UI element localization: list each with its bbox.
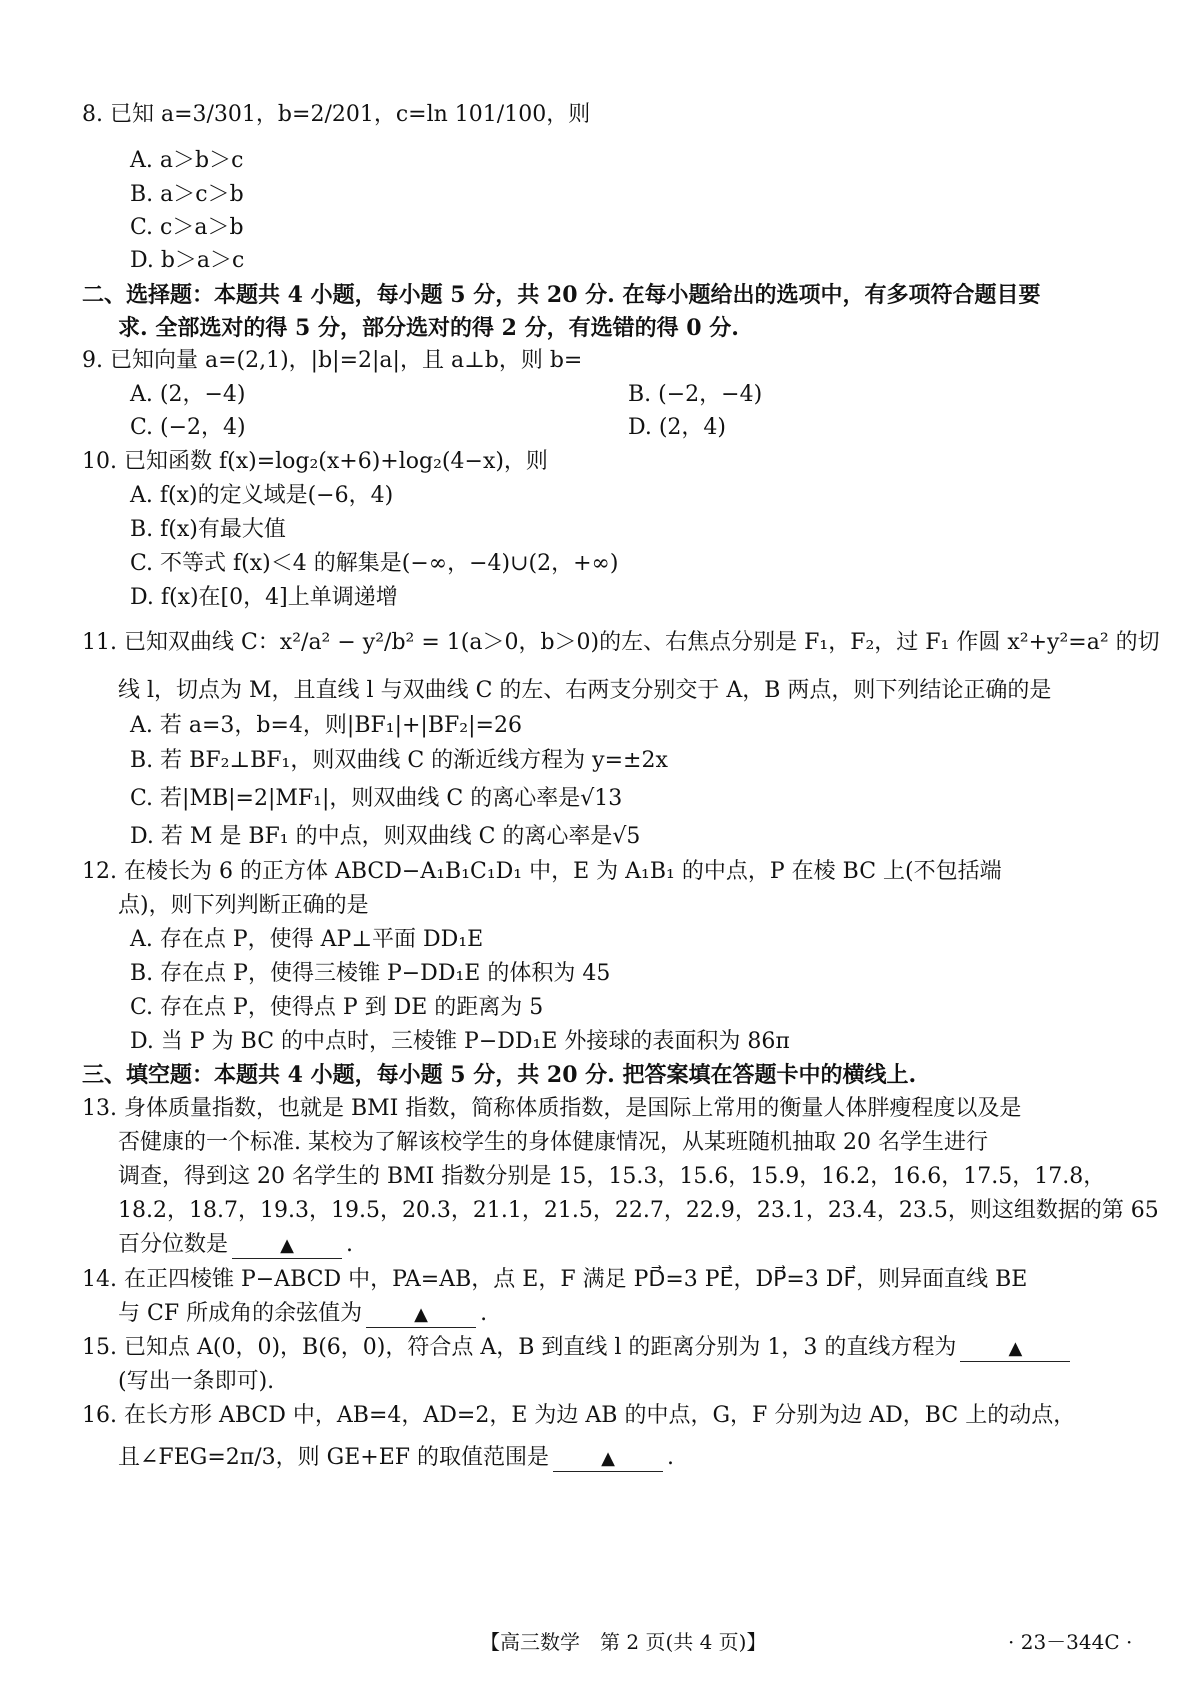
q8-option-b: B. a＞c＞b xyxy=(130,182,244,207)
q12-option-a: A. 存在点 P，使得 AP⊥平面 DD₁E xyxy=(130,927,484,952)
q12-option-b: B. 存在点 P，使得三棱锥 P−DD₁E 的体积为 45 xyxy=(130,961,611,986)
paper-code: · 23－344C · xyxy=(1008,1630,1133,1654)
triangle-icon: ▲ xyxy=(601,1448,615,1469)
q12-stem-line1: 12. 在棱长为 6 的正方体 ABCD−A₁B₁C₁D₁ 中，E 为 A₁B₁ 的中点，P 在棱 BC 上(不包括端 xyxy=(82,859,1002,884)
q12-stem-line2: 点)，则下列判断正确的是 xyxy=(118,893,369,918)
q14-end: . xyxy=(480,1301,488,1326)
q16-end: . xyxy=(667,1445,675,1470)
q15-line1 xyxy=(82,1333,1074,1363)
q10-option-d: D. f(x)在[0，4]上单调递增 xyxy=(130,585,398,610)
q9-option-b: B. (−2，−4) xyxy=(628,382,763,407)
q13-line4: 18.2，18.7，19.3，19.5，20.3，21.1，21.5，22.7，22.9，23.1，23.4，23.5，则这组数据的第 65 xyxy=(118,1198,1159,1223)
q8-option-c: C. c＞a＞b xyxy=(130,215,244,240)
q13-answer-blank xyxy=(232,1233,342,1259)
q9-option-a: A. (2，−4) xyxy=(130,382,246,407)
q14-answer-blank xyxy=(366,1302,476,1328)
page-footer-label: 【高三数学 第 2 页(共 4 页)】 xyxy=(480,1630,767,1654)
q8-stem: 8. 已知 a=3/301，b=2/201，c=ln 101/100，则 xyxy=(82,102,591,127)
q10-stem: 10. 已知函数 f(x)=log₂(x+6)+log₂(4−x)，则 xyxy=(82,449,548,474)
q16-answer-blank xyxy=(553,1446,663,1472)
q13-line5 xyxy=(118,1230,353,1260)
q9-stem: 9. 已知向量 a=(2,1)，|b|=2|a|，且 a⊥b，则 b= xyxy=(82,348,583,373)
q10-option-b: B. f(x)有最大值 xyxy=(130,517,286,542)
q12-option-c: C. 存在点 P，使得点 P 到 DE 的距离为 5 xyxy=(130,995,544,1020)
q10-option-c: C. 不等式 f(x)＜4 的解集是(−∞，−4)∪(2，+∞) xyxy=(130,551,619,576)
q11-option-d: D. 若 M 是 BF₁ 的中点，则双曲线 C 的离心率是√5 xyxy=(130,824,641,849)
q8-option-a: A. a＞b＞c xyxy=(130,148,244,173)
q14-line1: 14. 在正四棱锥 P−ABCD 中，PA=AB，点 E，F 满足 PD⃗=3 PE⃗，DP⃗=3 DF⃗，则异面直线 BE xyxy=(82,1267,1028,1292)
q11-stem-line2: 线 l，切点为 M，且直线 l 与双曲线 C 的左、右两支分别交于 A，B 两点，则下列结论正确的是 xyxy=(118,678,1052,703)
section2-heading-cont: 求. 全部选对的得 5 分，部分选对的得 2 分，有选错的得 0 分. xyxy=(118,315,739,341)
q13-last-text: 百分位数是 xyxy=(118,1232,229,1257)
section3-heading: 三、填空题：本题共 4 小题，每小题 5 分，共 20 分. 把答案填在答题卡中的横线上. xyxy=(82,1062,917,1088)
q14-line2 xyxy=(118,1299,487,1329)
q9-option-d: D. (2，4) xyxy=(628,415,727,440)
section2-heading: 二、选择题：本题共 4 小题，每小题 5 分，共 20 分. 在每小题给出的选项中，有多项符合题目要 xyxy=(82,282,1041,308)
q15-line1-text: 15. 已知点 A(0，0)，B(6，0)，符合点 A，B 到直线 l 的距离分别为 1，3 的直线方程为 xyxy=(82,1335,957,1360)
q16-line2 xyxy=(118,1443,674,1473)
q13-line1: 13. 身体质量指数，也就是 BMI 指数，简称体质指数，是国际上常用的衡量人体胖瘦程度以及是 xyxy=(82,1096,1022,1121)
q13-end: . xyxy=(346,1232,354,1257)
q9-option-c: C. (−2，4) xyxy=(130,415,246,440)
triangle-icon: ▲ xyxy=(1008,1338,1023,1359)
q11-option-c: C. 若|MB|=2|MF₁|，则双曲线 C 的离心率是√13 xyxy=(130,786,623,811)
q15-line2: (写出一条即可). xyxy=(118,1369,275,1394)
q13-line2: 否健康的一个标准. 某校为了解该校学生的身体健康情况，从某班随机抽取 20 名学生进行 xyxy=(118,1130,988,1155)
q14-line2-text: 与 CF 所成角的余弦值为 xyxy=(118,1301,363,1326)
q8-option-d: D. b＞a＞c xyxy=(130,248,245,273)
q11-option-a: A. 若 a=3，b=4，则|BF₁|+|BF₂|=26 xyxy=(130,713,522,738)
q12-option-d: D. 当 P 为 BC 的中点时，三棱锥 P−DD₁E 外接球的表面积为 86π xyxy=(130,1029,790,1054)
triangle-icon: ▲ xyxy=(280,1235,294,1256)
q15-answer-blank xyxy=(960,1336,1070,1362)
q11-stem-line1: 11. 已知双曲线 C：x²/a² − y²/b² = 1(a＞0，b＞0)的左、右焦点分别是 F₁，F₂，过 F₁ 作圆 x²+y²=a² 的切 xyxy=(82,630,1160,655)
q10-option-a: A. f(x)的定义域是(−6，4) xyxy=(130,483,394,508)
triangle-icon: ▲ xyxy=(414,1304,429,1325)
q16-line1: 16. 在长方形 ABCD 中，AB=4，AD=2，E 为边 AB 的中点，G，F 分别为边 AD，BC 上的动点， xyxy=(82,1403,1076,1428)
q11-option-b: B. 若 BF₂⊥BF₁，则双曲线 C 的渐近线方程为 y=±2x xyxy=(130,748,668,773)
q16-line2-text: 且∠FEG=2π/3，则 GE+EF 的取值范围是 xyxy=(118,1445,550,1470)
q13-line3: 调查，得到这 20 名学生的 BMI 指数分别是 15，15.3，15.6，15.9，16.2，16.6，17.5，17.8， xyxy=(118,1164,1106,1189)
